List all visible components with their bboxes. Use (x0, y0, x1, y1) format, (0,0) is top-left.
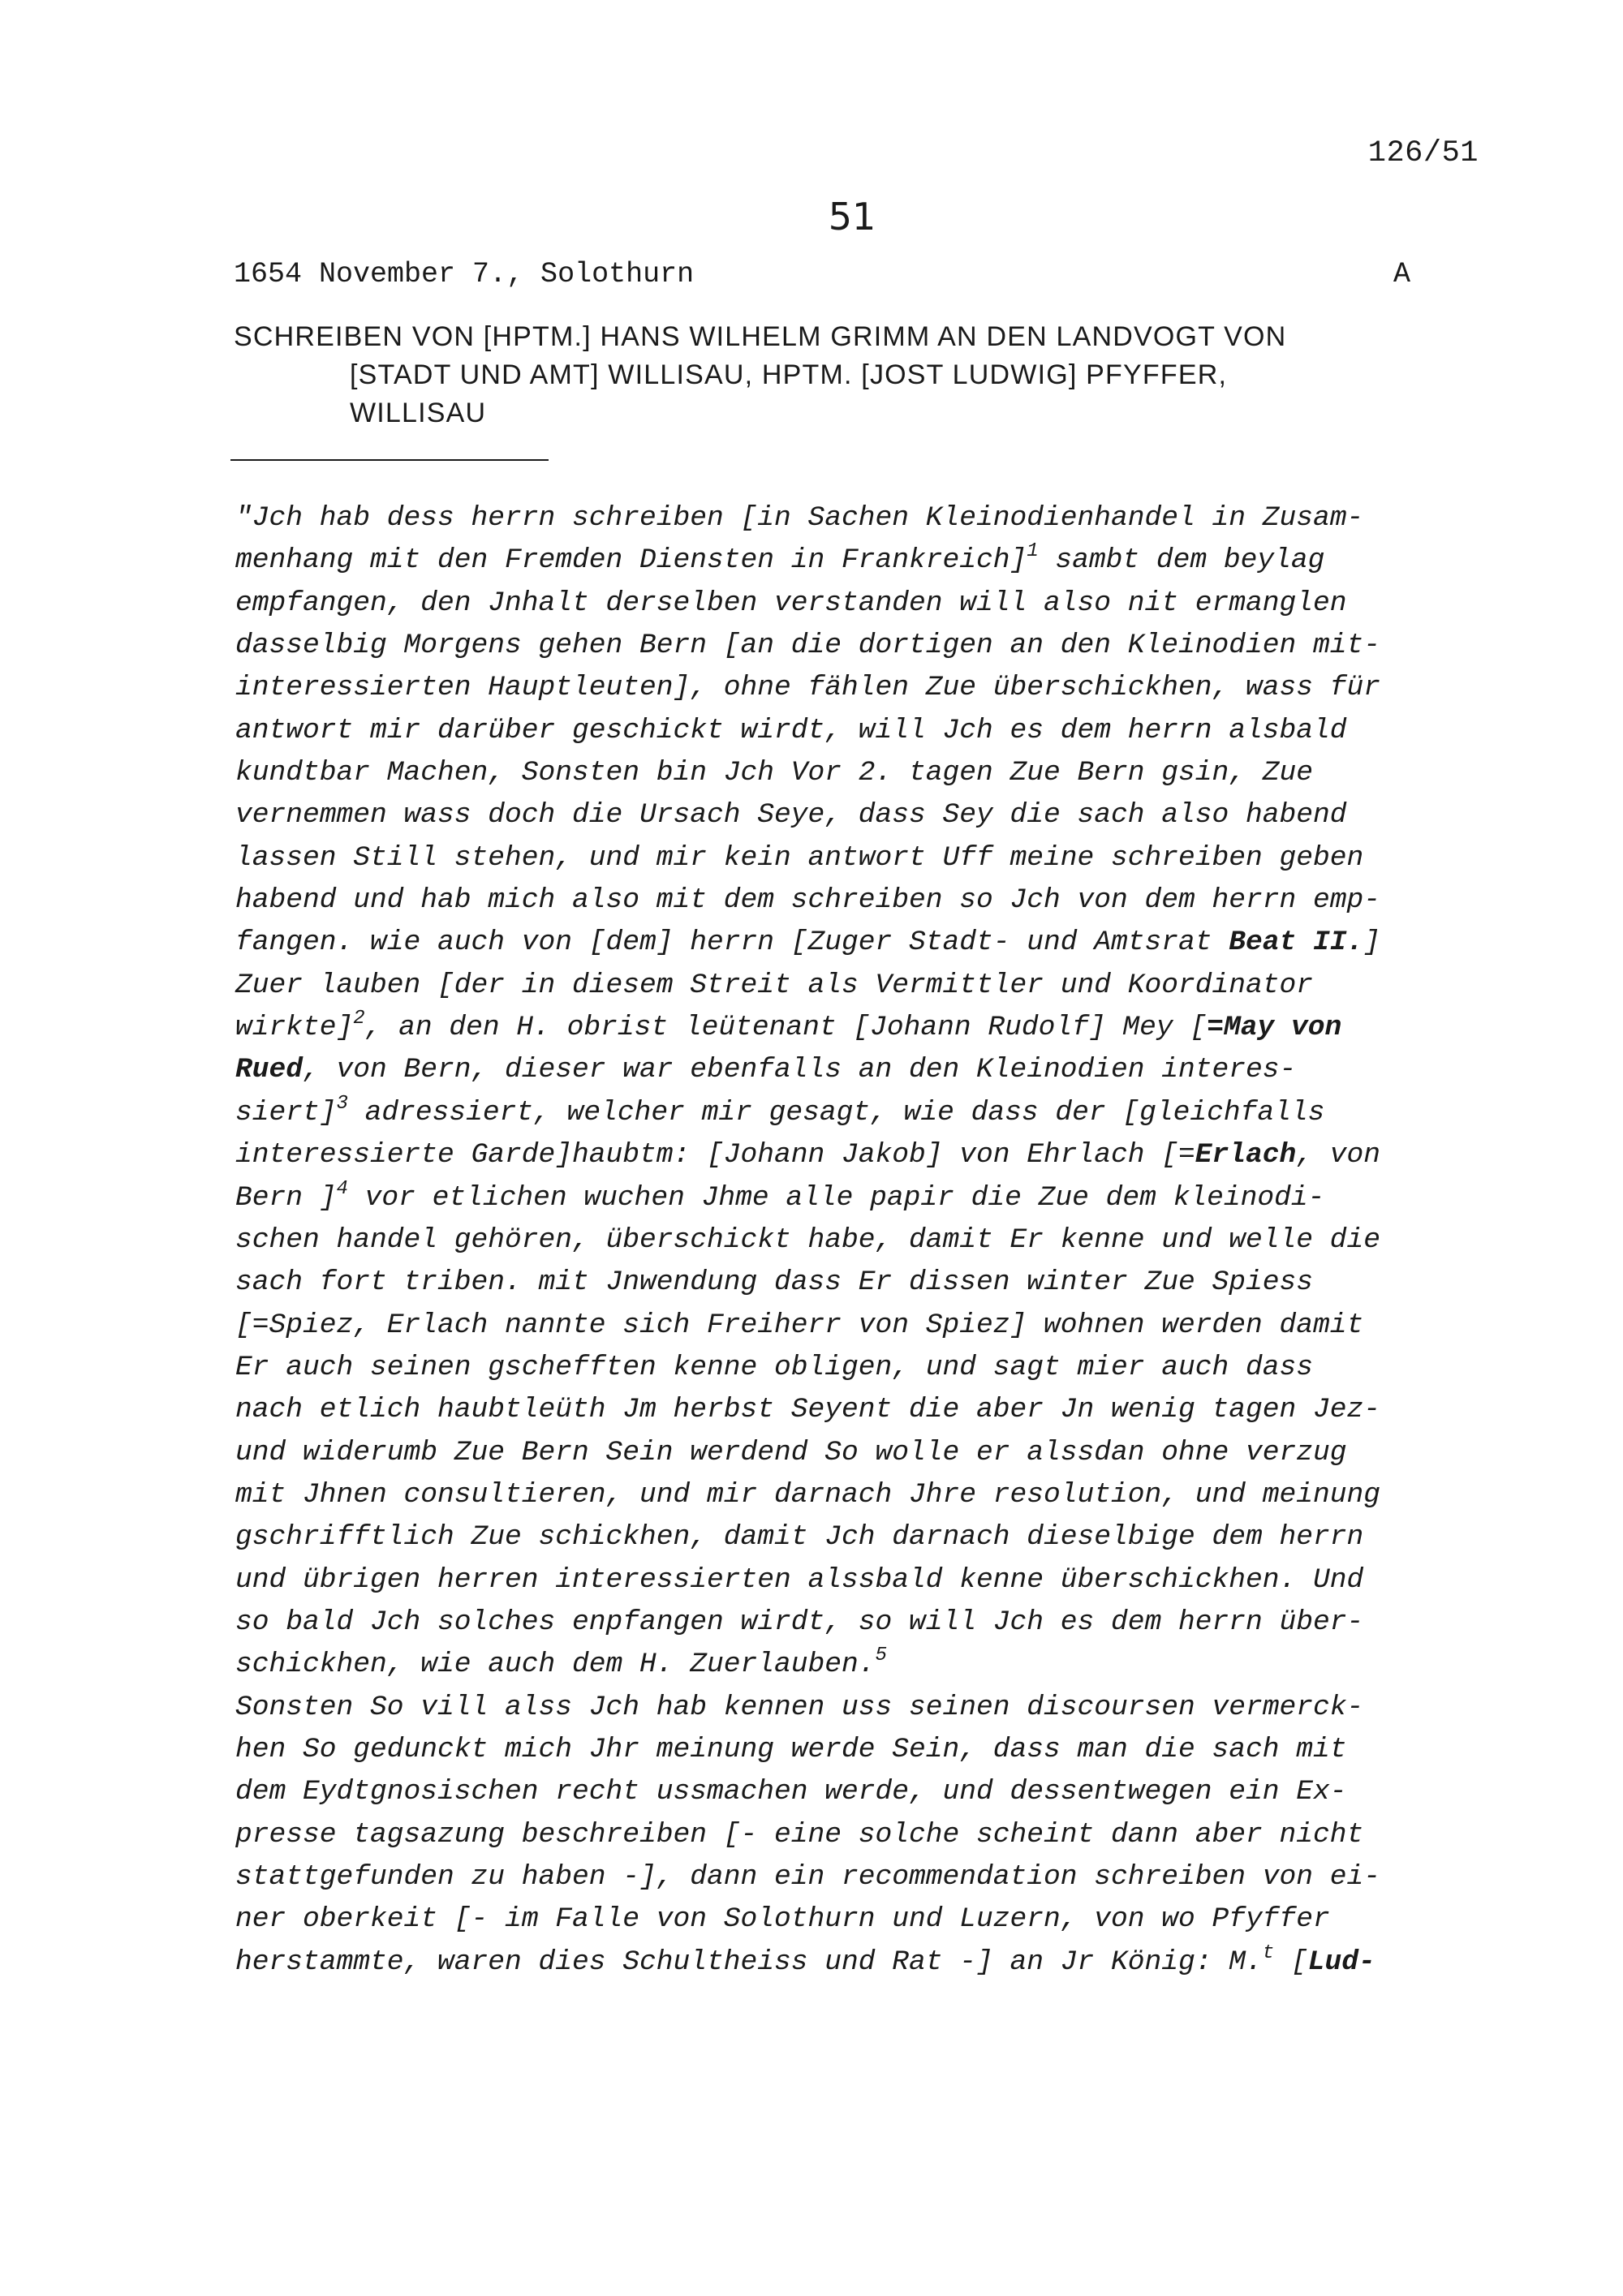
text-line: kundtbar Machen, Sonsten bin Jch Vor 2. tagen Zue Bern gsin, Zue (235, 757, 1314, 789)
text-line: Er auch seinen gschefften kenne obligen, und sagt mier auch dass (235, 1351, 1314, 1383)
text-line: wirkte]$^2$, an den H. obrist leütenant [Johann Rudolf] Mey [=May von (235, 1008, 1342, 1044)
text-line: Rued, von Bern, dieser war ebenfalls an den Kleinodien interes- (235, 1054, 1297, 1086)
bold-name: Rued (235, 1054, 304, 1086)
text-line: interessierte Garde]haubtm: [Johann Jakob] von Ehrlach [=Erlach, von (235, 1139, 1381, 1172)
text-line: menhang mit den Fremden Diensten in Frankreich]$^1$ sambt dem beylag (235, 540, 1325, 577)
text-line: vernemmen wass doch die Ursach Seye, dass Sey die sach also habend (235, 799, 1347, 832)
footnote-ref: 5 (875, 1645, 887, 1667)
text-line: lassen Still stehen, und mir kein antwort Uff meine schreiben geben (235, 841, 1364, 874)
footnote-ref: 3 (336, 1092, 348, 1115)
text-line: herstammte, waren dies Schultheiss und Rat -] an Jr König: M.$^t$ [Lud- (235, 1941, 1375, 1978)
footnote-ref: 4 (336, 1177, 348, 1200)
text-line: interessierten Hauptleuten], ohne fählen Zue überschickhen, wass für (235, 672, 1381, 704)
title-line: [STADT UND AMT] WILLISAU, HPTM. [JOST LUDWIG] PFYFFER, (350, 359, 1228, 390)
text-line: und widerumb Zue Bern Sein werdend So wolle er alssdan ohne verzug (235, 1436, 1347, 1468)
text-line: Sonsten So vill alss Jch hab kennen uss seinen discoursen vermerck- (235, 1691, 1364, 1723)
text-line: antwort mir darüber geschickt wirdt, will Jch es dem herrn alsbald (235, 714, 1347, 746)
text-line: dasselbig Morgens gehen Bern [an die dortigen an den Kleinodien mit- (235, 630, 1381, 662)
letter-transcription (235, 497, 1501, 1984)
text-line: siert]$^3$ adressiert, welcher mir gesagt, wie dass der [gleichfalls (235, 1092, 1325, 1129)
footnote-ref: 1 (1027, 540, 1039, 563)
document-title (234, 318, 1483, 432)
text-line: dem Eydtgnosischen recht ussmachen werde, und dessentwegen ein Ex- (235, 1776, 1347, 1808)
document-number: 51 (828, 195, 876, 239)
text-line: schen handel gehören, überschickt habe, damit Er kenne und welle die (235, 1223, 1381, 1256)
text-line: mit Jhnen consultieren, und mir darnach Jhre resolution, und meinung (235, 1478, 1381, 1511)
text-line: [=Spiez, Erlach nannte sich Freiherr von Spiez] wohnen werden damit (235, 1309, 1364, 1341)
text-line: empfangen, den Jnhalt derselben verstanden will also nit ermanglen (235, 587, 1347, 619)
text-line: nach etlich haubtleüth Jm herbst Seyent die aber Jn wenig tagen Jez- (235, 1394, 1381, 1426)
text-line: habend und hab mich also mit dem schreiben so Jch von dem herrn emp- (235, 884, 1381, 917)
footnote-ref: 2 (353, 1008, 365, 1030)
bold-name: Lud- (1307, 1946, 1375, 1978)
bold-name: Erlach (1195, 1139, 1297, 1172)
text-line: sach fort triben. mit Jnwendung dass Er dissen winter Zue Spiess (235, 1266, 1314, 1299)
bold-name: Beat II. (1229, 927, 1364, 959)
date-place-line (234, 258, 1410, 290)
text-line: und übrigen herren interessierten alssbald kenne überschickhen. Und (235, 1563, 1364, 1596)
superscript: t (1262, 1941, 1275, 1964)
text-line: gschrifftlich Zue schickhen, damit Jch darnach dieselbige dem herrn (235, 1521, 1364, 1554)
title-line: WILLISAU (350, 398, 487, 428)
text-line: "Jch hab dess herrn schreiben [in Sachen Kleinodienhandel in Zusam- (235, 502, 1364, 534)
text-line: stattgefunden zu haben -], dann ein recommendation schreiben von ei- (235, 1861, 1381, 1893)
text-line: Bern ]$^4$ vor etlichen wuchen Jhme alle papir die Zue dem kleinodi- (235, 1177, 1325, 1214)
title-line: SCHREIBEN VON [HPTM.] HANS WILHELM GRIMM AN DEN LANDVOGT VON (234, 321, 1287, 352)
text-line: Zuer lauben [der in diesem Streit als Vermittler und Koordinator (235, 969, 1314, 1001)
version-mark: A (1393, 258, 1410, 290)
text-line: hen So gedunckt mich Jhr meinung werde Sein, dass man die sach mit (235, 1733, 1347, 1765)
page-number: 126/51 (1367, 136, 1479, 170)
text-line: presse tagsazung beschreiben [- eine solche scheint dann aber nicht (235, 1818, 1364, 1851)
text-line: fangen. wie auch von [dem] herrn [Zuger Stadt- und Amtsrat Beat II.] (235, 927, 1381, 959)
separator-rule (230, 459, 549, 461)
text-line: ner oberkeit [- im Falle von Solothurn und Luzern, von wo Pfyffer (235, 1903, 1330, 1936)
bold-name: =May von (1207, 1012, 1342, 1044)
text-line: so bald Jch solches enpfangen wirdt, so will Jch es dem herrn über- (235, 1606, 1364, 1638)
date-place: 1654 November 7., Solothurn (234, 258, 695, 290)
text-line: schickhen, wie auch dem H. Zuerlauben.$^5$ (235, 1645, 887, 1681)
